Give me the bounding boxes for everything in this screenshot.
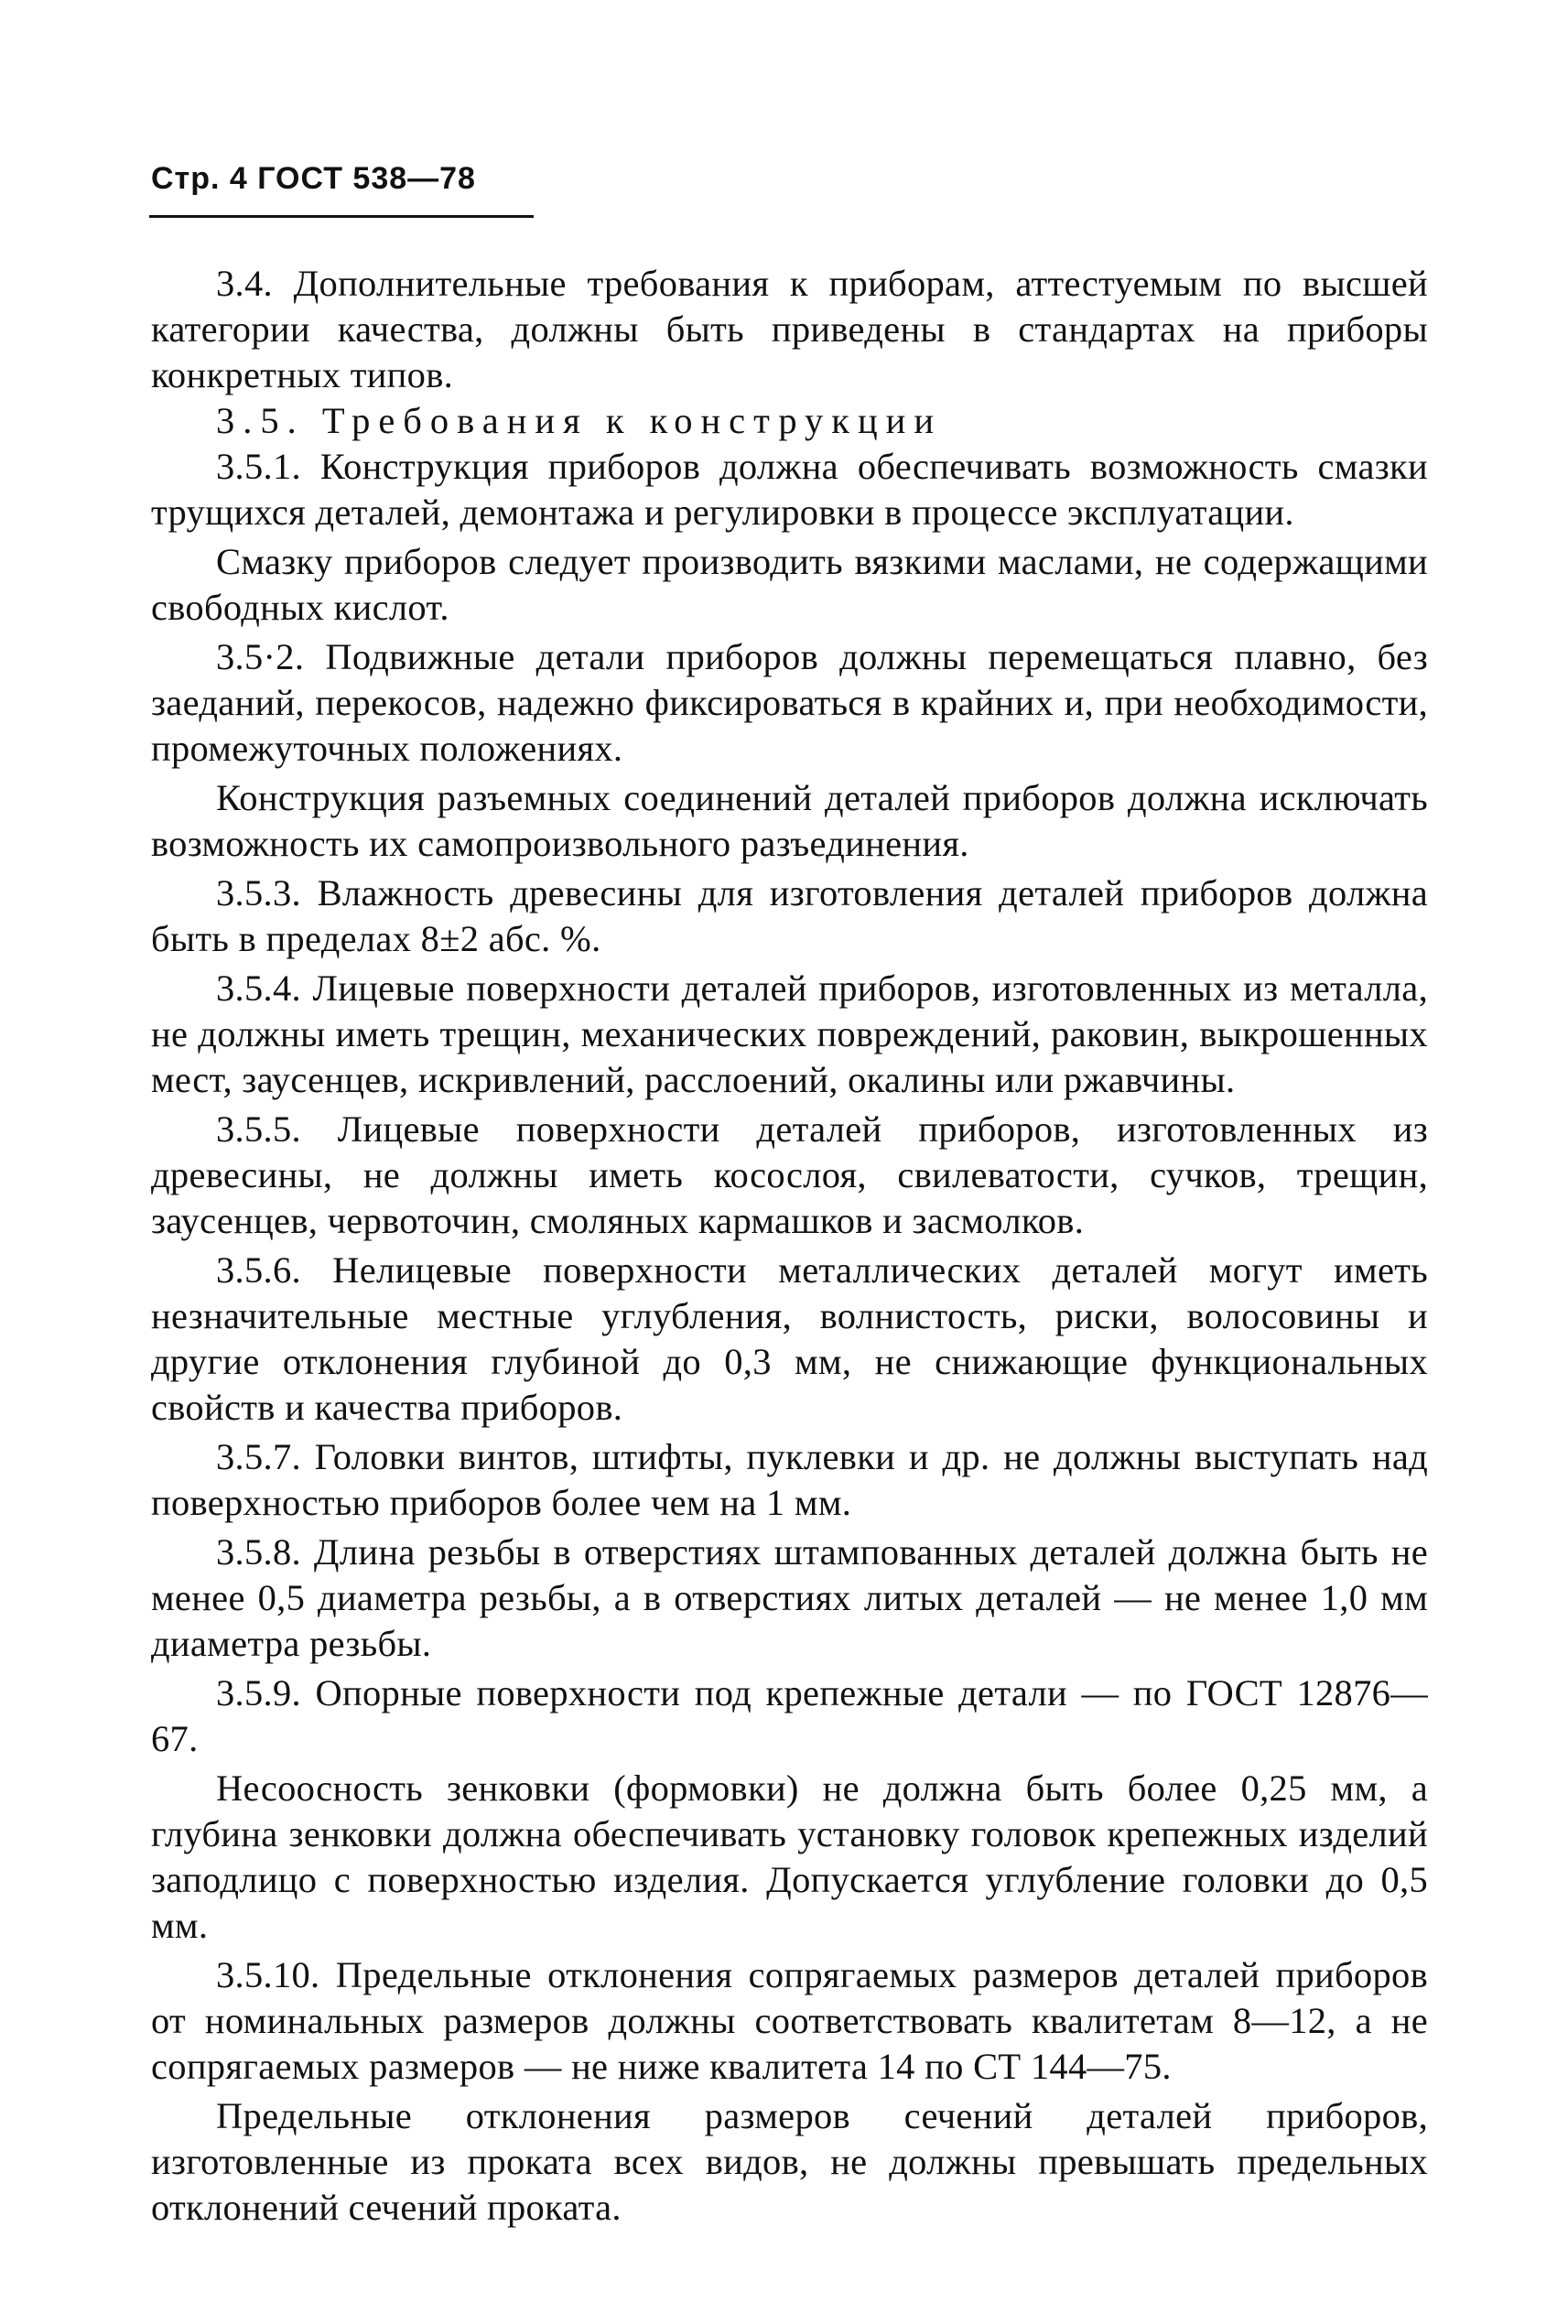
paragraph-3-5-6: 3.5.6. Нелицевые поверхности металлических деталей могут иметь незначительные местные углубления, волнистость, риски, волосовины и другие отклонения глубиной до 0,3 мм, не снижающие функциональных свойств и качества приборов.: [151, 1249, 1428, 1428]
paragraph-3-5-5: 3.5.5. Лицевые поверхности деталей приборов, изготовленных из древесины, не должны иметь косослоя, свилеватости, сучков, трещин, заусенцев, червоточин, смоляных кармашков и засмолков.: [151, 1108, 1428, 1241]
paragraph-3-5-7: 3.5.7. Головки винтов, штифты, пуклевки и др. не должны выступать над поверхностью приборов более чем на 1 мм.: [151, 1436, 1428, 1523]
paragraph-3-5-1: 3.5.1. Конструкция приборов должна обеспечивать возможность смазки трущихся деталей, демонтажа и регулировки в процессе эксплуатации.: [151, 446, 1428, 533]
document-body: [151, 261, 1428, 2231]
paragraph-3-5-10-b: Предельные отклонения размеров сечений деталей приборов, изготовленные из проката всех видов, не должны превышать предельных отклонений сечений проката.: [151, 2095, 1428, 2228]
paragraph-3-5-4: 3.5.4. Лицевые поверхности деталей приборов, изготовленных из металла, не должны иметь трещин, механических повреждений, раковин, выкрошенных мест, заусенцев, искривлений, расслоений, окалины или ржавчины.: [151, 967, 1428, 1100]
paragraph-3-5-8: 3.5.8. Длина резьбы в отверстиях штампованных деталей должна быть не менее 0,5 диаметра резьбы, а в отверстиях литых деталей — не менее 1,0 мм диаметра резьбы.: [151, 1531, 1428, 1664]
paragraph-3-5-9: 3.5.9. Опорные поверхности под крепежные детали — по ГОСТ 12876—67.: [151, 1672, 1428, 1759]
page-header: Стр. 4 ГОСТ 538—78: [151, 161, 476, 196]
paragraph-3-5-3: 3.5.3. Влажность древесины для изготовления деталей приборов должна быть в пределах 8±2 абс. %.: [151, 872, 1428, 959]
paragraph-3-5-1-b: Смазку приборов следует производить вязкими маслами, не содержащими свободных кислот.: [151, 541, 1428, 628]
paragraph-3-5-2: 3.5·2. Подвижные детали приборов должны перемещаться плавно, без заеданий, перекосов, надежно фиксироваться в крайних и, при необходимости, промежуточных положениях.: [151, 636, 1428, 769]
paragraph-3-5-10: 3.5.10. Предельные отклонения сопрягаемых размеров деталей приборов от номинальных размеров должны соответствовать квалитетам 8—12, а не сопрягаемых размеров — не ниже квалитета 14 по СТ 144—75.: [151, 1954, 1428, 2087]
paragraph-3-4: 3.4. Дополнительные требования к приборам, аттестуемым по высшей категории качества, должны быть приведены в стандартах на приборы конкретных типов.: [151, 263, 1428, 395]
paragraph-3-5-2-b: Конструкция разъемных соединений деталей приборов должна исключать возможность их самопроизвольного разъединения.: [151, 777, 1428, 864]
paragraph-3-5-9-b: Несоосность зенковки (формовки) не должна быть более 0,25 мм, а глубина зенковки должна обеспечивать установку головок крепежных изделий заподлицо с поверхностью изделия. Допускается углубление головки до 0,5 мм.: [151, 1767, 1428, 1946]
section-heading-3-5: 3.5. Требования к конструкции: [216, 400, 942, 441]
header-rule: [149, 215, 534, 218]
